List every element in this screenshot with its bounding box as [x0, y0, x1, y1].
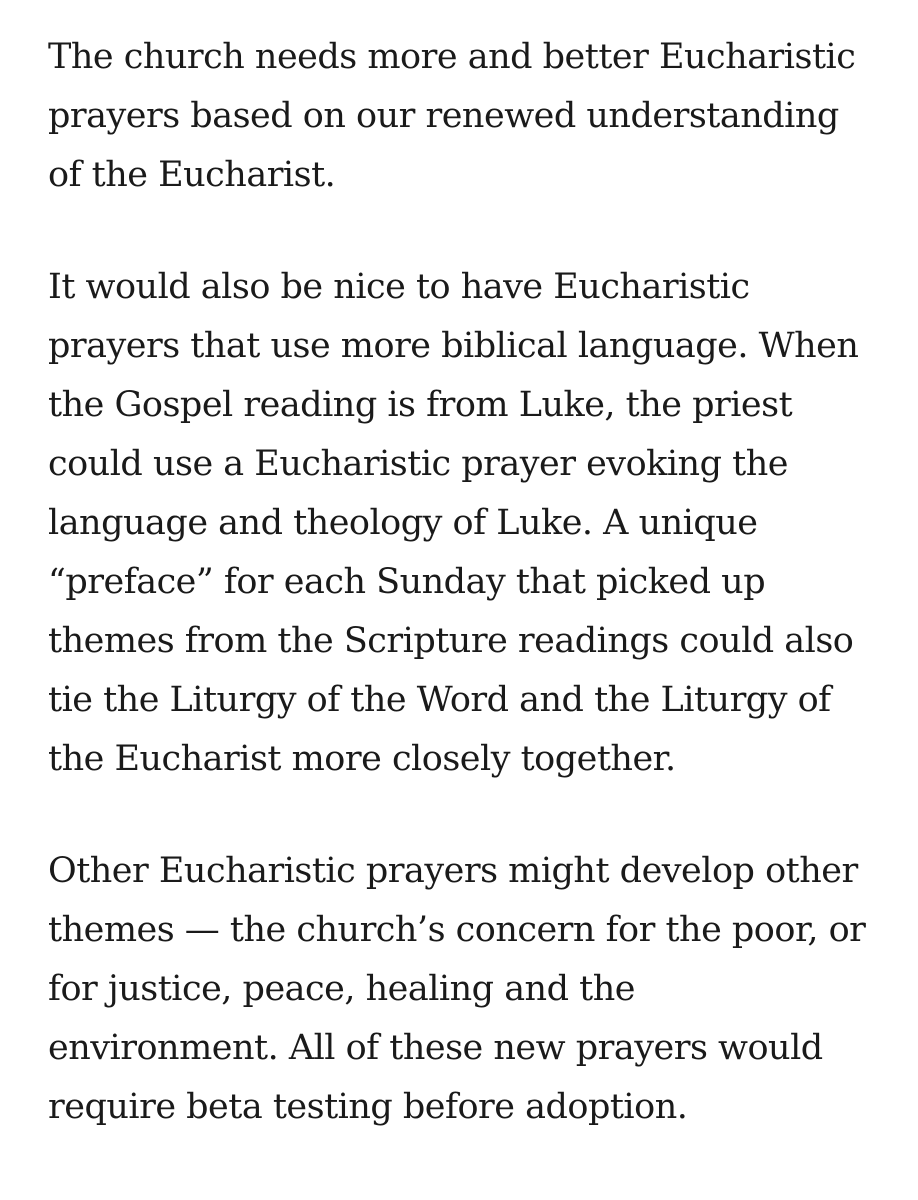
- text-line: tie the Liturgy of the Word and the Liturgy of: [48, 680, 831, 720]
- text-line: Other Eucharistic prayers might develop other: [48, 851, 858, 891]
- text-line: The church needs more and better Eucharistic: [48, 37, 856, 77]
- article-body: [48, 28, 898, 1190]
- text-line: language and theology of Luke. A unique: [48, 503, 758, 543]
- text-line: It would also be nice to have Eucharistic: [48, 267, 750, 307]
- text-line: of the Eucharist.: [48, 155, 336, 195]
- paragraph-1: [48, 28, 898, 205]
- text-line: the Eucharist more closely together.: [48, 739, 676, 779]
- text-line: prayers that use more biblical language. When: [48, 326, 859, 366]
- text-line: “preface” for each Sunday that picked up: [48, 562, 766, 602]
- text-line: for justice, peace, healing and the: [48, 969, 635, 1009]
- paragraph-2: [48, 258, 898, 789]
- text-line: themes from the Scripture readings could also: [48, 621, 854, 661]
- text-line: require beta testing before adoption.: [48, 1087, 688, 1127]
- text-line: prayers based on our renewed understanding: [48, 96, 839, 136]
- text-line: themes — the church’s concern for the poor, or: [48, 910, 866, 950]
- text-line: the Gospel reading is from Luke, the priest: [48, 385, 793, 425]
- text-line: environment. All of these new prayers would: [48, 1028, 823, 1068]
- paragraph-3: [48, 842, 898, 1137]
- text-line: could use a Eucharistic prayer evoking the: [48, 444, 788, 484]
